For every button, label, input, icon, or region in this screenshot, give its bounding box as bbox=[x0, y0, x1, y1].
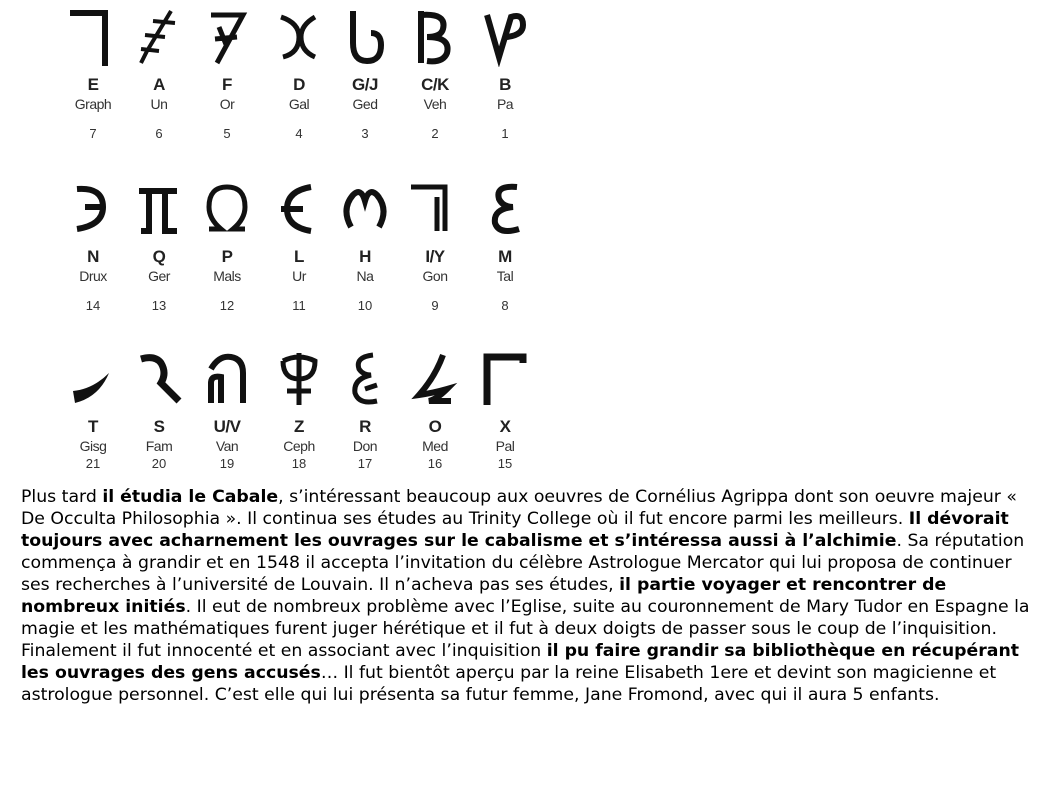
glyph-veh-icon bbox=[402, 7, 468, 73]
glyph-name: Ged bbox=[352, 96, 378, 112]
glyph-graph-icon bbox=[60, 7, 126, 73]
glyph-name: Na bbox=[356, 268, 374, 284]
alphabet-cell-or bbox=[194, 4, 260, 143]
glyph-number: 21 bbox=[85, 456, 101, 471]
glyph-name: Graph bbox=[74, 96, 112, 112]
enochian-alphabet-chart bbox=[60, 0, 540, 480]
glyph-number: 5 bbox=[223, 126, 231, 141]
glyph-ur-icon bbox=[266, 179, 332, 245]
glyph-number: 16 bbox=[427, 456, 443, 471]
latin-letter: M bbox=[498, 247, 512, 266]
latin-letter: S bbox=[153, 417, 165, 436]
glyph-fam-icon bbox=[126, 349, 192, 415]
glyph-number: 3 bbox=[361, 126, 369, 141]
alphabet-cell-drux bbox=[60, 176, 126, 315]
body-paragraph bbox=[21, 486, 1041, 706]
latin-letter: Q bbox=[152, 247, 166, 266]
text-segment: . Sa réputation commença à grandir et en 1548 il accepta l’invitation du célèbre Astrologue Mercator qui lui proposa de continuer ses recherches à l’université de Louvain. Il n’acheva pas ses études, bbox=[21, 531, 1025, 595]
alphabet-cell-fam bbox=[126, 346, 192, 473]
latin-letter: A bbox=[153, 75, 165, 94]
bold-text-segment: il étudia le Cabale bbox=[102, 487, 279, 507]
glyph-number: 2 bbox=[431, 126, 439, 141]
alphabet-cell-van bbox=[194, 346, 260, 473]
latin-letter: T bbox=[88, 417, 98, 436]
glyph-drux-icon bbox=[60, 179, 126, 245]
alphabet-cell-veh bbox=[402, 4, 468, 143]
glyph-number: 9 bbox=[431, 298, 439, 313]
glyph-number: 17 bbox=[357, 456, 373, 471]
glyph-name: Ur bbox=[292, 268, 306, 284]
latin-letter: N bbox=[87, 247, 99, 266]
latin-letter: O bbox=[428, 417, 442, 436]
glyph-number: 14 bbox=[85, 298, 101, 313]
latin-letter: P bbox=[221, 247, 233, 266]
alphabet-cell-graph bbox=[60, 4, 126, 143]
glyph-tal-icon bbox=[472, 179, 538, 245]
glyph-name: Drux bbox=[79, 268, 107, 284]
alphabet-cell-gisg bbox=[60, 346, 126, 473]
alphabet-cell-na bbox=[332, 176, 398, 315]
latin-letter: H bbox=[359, 247, 371, 266]
alphabet-cell-pal bbox=[472, 346, 538, 473]
glyph-number: 15 bbox=[497, 456, 513, 471]
glyph-number: 4 bbox=[295, 126, 303, 141]
glyph-name: Veh bbox=[423, 96, 447, 112]
latin-letter: R bbox=[359, 417, 371, 436]
glyph-number: 12 bbox=[219, 298, 235, 313]
latin-letter: C/K bbox=[421, 75, 449, 94]
text-segment: … Il fut bientôt aperçu par la reine Elisabeth 1ere et devint son magicienne et astrologue personnel. C’est elle qui lui présenta sa futur femme, Jane Fromond, avec qui il aura 5 enfants. bbox=[21, 663, 997, 705]
alphabet-cell-ged bbox=[332, 4, 398, 143]
text-segment: , s’intéressant beaucoup aux oeuvres de Cornélius Agrippa dont son oeuvre majeur « De Occulta Philosophia ». Il continua ses études au Trinity College où il fut encore parmi les meilleurs. bbox=[21, 487, 1017, 529]
alphabet-cell-ceph bbox=[266, 346, 332, 473]
latin-letter: F bbox=[222, 75, 232, 94]
text-segment: Plus tard bbox=[21, 487, 103, 507]
alphabet-cell-med bbox=[402, 346, 468, 473]
latin-letter: X bbox=[499, 417, 511, 436]
latin-letter: G/J bbox=[352, 75, 378, 94]
glyph-name: Med bbox=[422, 438, 448, 454]
glyph-or-icon bbox=[194, 7, 260, 73]
glyph-van-icon bbox=[194, 349, 260, 415]
glyph-un-icon bbox=[126, 7, 192, 73]
latin-letter: Z bbox=[294, 417, 304, 436]
glyph-mals-icon bbox=[194, 179, 260, 245]
glyph-gisg-icon bbox=[60, 349, 126, 415]
glyph-gal-icon bbox=[266, 7, 332, 73]
latin-letter: E bbox=[87, 75, 99, 94]
latin-letter: L bbox=[294, 247, 304, 266]
alphabet-cell-pa bbox=[472, 4, 538, 143]
glyph-ged-icon bbox=[332, 7, 398, 73]
glyph-name: Ger bbox=[148, 268, 170, 284]
glyph-number: 19 bbox=[219, 456, 235, 471]
glyph-name: Van bbox=[215, 438, 239, 454]
glyph-na-icon bbox=[332, 179, 398, 245]
glyph-med-icon bbox=[402, 349, 468, 415]
glyph-name: Fam bbox=[145, 438, 173, 454]
alphabet-cell-ger bbox=[126, 176, 192, 315]
glyph-name: Or bbox=[219, 96, 235, 112]
bold-text-segment: Il dévorait toujours avec acharnement les ouvrages sur le cabalisme et s’intéressa aussi à l’alchimie bbox=[21, 509, 1009, 551]
glyph-name: Tal bbox=[496, 268, 514, 284]
alphabet-cell-ur bbox=[266, 176, 332, 315]
alphabet-cell-gon bbox=[402, 176, 468, 315]
alphabet-cell-un bbox=[126, 4, 192, 143]
latin-letter: D bbox=[293, 75, 305, 94]
text-segment: . Il eut de nombreux problème avec l’Eglise, suite au couronnement de Mary Tudor en Espagne la magie et les mathématiques furent juger hérétique et il fut à deux doigts de passer sous le coup de l’inquisition. Finalement il fut innocenté et en associant avec l’inquisition bbox=[21, 597, 1030, 661]
latin-letter: U/V bbox=[213, 417, 241, 436]
bold-text-segment: il partie voyager et rencontrer de nombreux initiés bbox=[21, 575, 947, 617]
glyph-name: Pal bbox=[495, 438, 515, 454]
glyph-name: Mals bbox=[213, 268, 241, 284]
glyph-gon-icon bbox=[402, 179, 468, 245]
glyph-number: 7 bbox=[89, 126, 97, 141]
latin-letter: B bbox=[499, 75, 511, 94]
glyph-ger-icon bbox=[126, 179, 192, 245]
glyph-number: 20 bbox=[151, 456, 167, 471]
glyph-number: 6 bbox=[155, 126, 163, 141]
bold-text-segment: il pu faire grandir sa bibliothèque en récupérant les ouvrages des gens accusés bbox=[21, 641, 1020, 683]
glyph-name: Ceph bbox=[283, 438, 315, 454]
glyph-name: Un bbox=[150, 96, 168, 112]
glyph-number: 1 bbox=[501, 126, 509, 141]
glyph-number: 8 bbox=[501, 298, 509, 313]
alphabet-cell-don bbox=[332, 346, 398, 473]
latin-letter: I/Y bbox=[425, 247, 445, 266]
glyph-number: 18 bbox=[291, 456, 307, 471]
glyph-ceph-icon bbox=[266, 349, 332, 415]
alphabet-cell-gal bbox=[266, 4, 332, 143]
glyph-number: 11 bbox=[292, 298, 306, 313]
glyph-name: Gal bbox=[288, 96, 310, 112]
glyph-name: Don bbox=[352, 438, 378, 454]
glyph-name: Gon bbox=[422, 268, 448, 284]
glyph-don-icon bbox=[332, 349, 398, 415]
glyph-pal-icon bbox=[472, 349, 538, 415]
glyph-pa-icon bbox=[472, 7, 538, 73]
glyph-name: Gisg bbox=[79, 438, 107, 454]
alphabet-cell-mals bbox=[194, 176, 260, 315]
glyph-name: Pa bbox=[496, 96, 514, 112]
glyph-number: 13 bbox=[151, 298, 167, 313]
alphabet-cell-tal bbox=[472, 176, 538, 315]
glyph-number: 10 bbox=[357, 298, 373, 313]
